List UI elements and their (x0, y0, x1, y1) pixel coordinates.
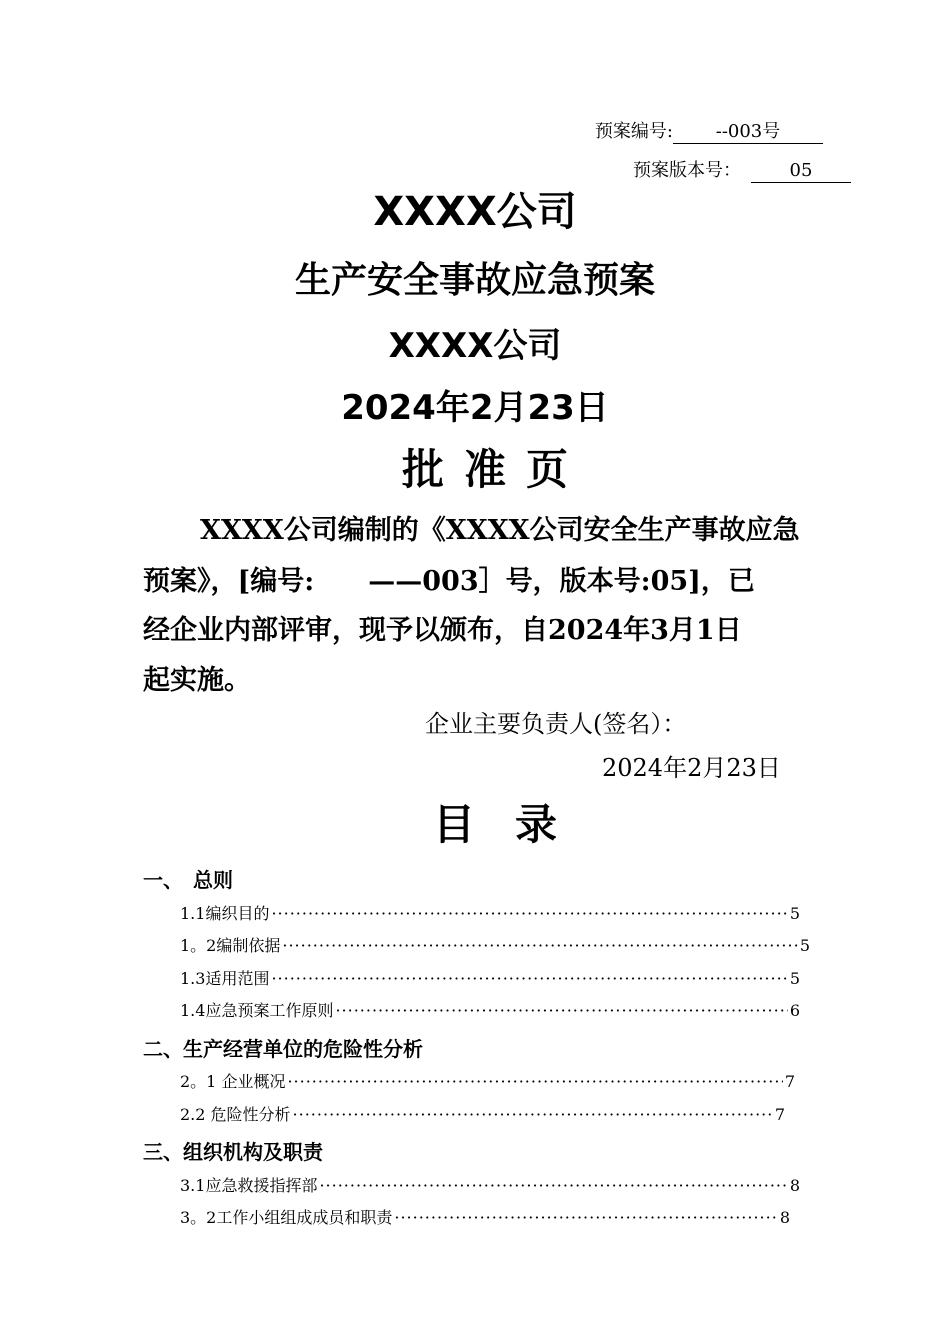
toc-entry (180, 1173, 800, 1196)
toc-entry-page: 8 (779, 1208, 790, 1227)
toc-heading: 目录 (432, 800, 597, 849)
toc-section-title: 二、生产经营单位的危险性分析 (143, 1037, 423, 1061)
approval-text-line: 起实施。 (143, 665, 251, 696)
plan-number-value: --003号 (673, 121, 823, 144)
toc-leader-dots (287, 1072, 782, 1091)
toc-entry-page: 5 (789, 969, 800, 988)
toc-leader-dots (271, 904, 787, 923)
plan-version-line (633, 156, 851, 183)
toc-entry-label: 2.2 危险性分析 (180, 1105, 291, 1124)
company-subtitle: XXXX公司 (388, 326, 562, 366)
toc-entry (180, 1205, 790, 1228)
toc-entry-label: 3.1应急救援指挥部 (180, 1176, 318, 1195)
approval-text-line: 预案》，[编号: ——003］号，版本号:05]，已 (143, 566, 755, 597)
toc-leader-dots (394, 1208, 777, 1227)
toc-entry-page: 5 (799, 936, 810, 955)
toc-entry-label: 1.3适用范围 (180, 969, 270, 988)
toc-entry-page: 6 (789, 1001, 800, 1020)
toc-entry-page: 7 (784, 1072, 795, 1091)
approval-text-line: 经企业内部评审，现予以颁布，自2024年3月1日 (143, 615, 742, 646)
toc-entry (180, 1102, 785, 1125)
toc-leader-dots (335, 1001, 787, 1020)
plan-number-line (595, 117, 823, 144)
toc-entry-label: 1.1编织目的 (180, 904, 270, 923)
toc-section-title: 一、 总则 (143, 868, 233, 892)
toc-entry (180, 933, 810, 956)
toc-entry (180, 966, 800, 989)
plan-version-value: 05 (751, 160, 851, 183)
plan-number-label: 预案编号: (594, 121, 673, 142)
toc-entry-label: 3。2工作小组组成成员和职责 (180, 1208, 393, 1227)
toc-entry-label: 1。2编制依据 (180, 936, 281, 955)
plan-version-label: 预案版本号： (633, 160, 741, 181)
toc-entry (180, 901, 800, 924)
toc-entry-label: 2。1 企业概况 (180, 1072, 286, 1091)
toc-entry (180, 1069, 795, 1092)
company-title: XXXX公司 (373, 189, 577, 235)
toc-entry-label: 1.4应急预案工作原则 (180, 1001, 334, 1020)
toc-leader-dots (282, 936, 797, 955)
sign-date: 2024年2月23日 (602, 754, 781, 782)
approval-page-heading: 批准页 (401, 445, 588, 494)
toc-section-title: 三、组织机构及职责 (143, 1140, 323, 1164)
plan-title: 生产安全事故应急预案 (294, 260, 655, 301)
approval-text-line: XXXX公司编制的《XXXX公司安全生产事故应急 (200, 515, 800, 546)
document-date: 2024年2月23日 (341, 388, 609, 428)
toc-entry-page: 7 (774, 1105, 785, 1124)
toc-leader-dots (271, 969, 787, 988)
toc-entry-page: 8 (789, 1176, 800, 1195)
toc-entry (180, 998, 800, 1021)
toc-leader-dots (293, 1105, 773, 1124)
toc-entry-page: 5 (789, 904, 800, 923)
toc-leader-dots (319, 1176, 787, 1195)
signer-label: 企业主要负责人(签名）： (425, 710, 687, 738)
